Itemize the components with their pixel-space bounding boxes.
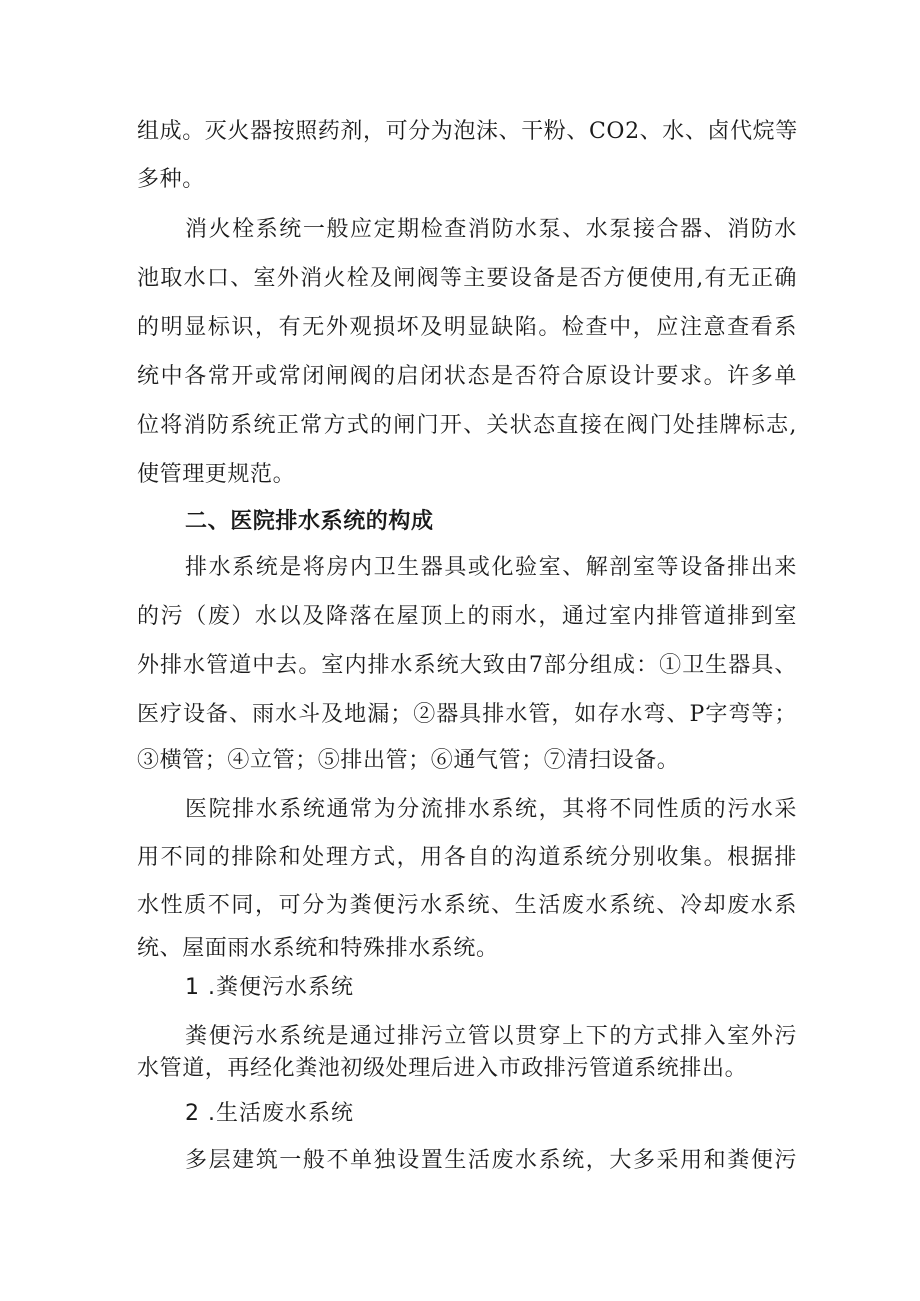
paragraph-line: 水性质不同，可分为粪便污水系统、生活废水系统、冷却废水系 — [137, 893, 797, 918]
paragraph-line: 统中各常开或常闭闸阀的启闭状态是否符合原设计要求。许多单 — [137, 364, 797, 389]
paragraph-line: 池取水口、室外消火栓及闸阀等主要设备是否方便使用,有无正确 — [137, 266, 797, 291]
subsection-heading: 2 .生活废水系统 — [185, 1101, 354, 1126]
paragraph-line: 水管道，再经化粪池初级处理后进入市政排污管道系统排出。 — [137, 1056, 748, 1081]
paragraph-line: 的明显标识，有无外观损坏及明显缺陷。检查中，应注意查看系 — [137, 315, 797, 340]
paragraph-line: 多种。 — [137, 167, 205, 192]
paragraph-line: ③横管；④立管；⑤排出管；⑥通气管；⑦清扫设备。 — [137, 748, 680, 773]
subsection-heading: 1 .粪便污水系统 — [185, 975, 354, 1000]
paragraph-line: 排水系统是将房内卫生器具或化验室、解剖室等设备排出来 — [185, 555, 797, 580]
paragraph-line: 消火栓系统一般应定期检查消防水泵、水泵接合器、消防水 — [185, 217, 797, 242]
paragraph-line: 组成。灭火器按照药剂，可分为泡沫、干粉、CO2、水、卤代烷等 — [137, 119, 798, 144]
paragraph-line: 粪便污水系统是通过排污立管以贯穿上下的方式排入室外污 — [185, 1024, 797, 1049]
paragraph-line: 医院排水系统通常为分流排水系统，其将不同性质的污水采 — [185, 797, 797, 822]
paragraph-line: 用不同的排除和处理方式，用各自的沟道系统分别收集。根据排 — [137, 845, 797, 870]
section-heading: 二、医院排水系统的构成 — [185, 509, 434, 534]
paragraph-line: 位将消防系统正常方式的闸门开、关状态直接在阀门处挂牌标志, — [137, 413, 797, 438]
paragraph-line: 统、屋面雨水系统和特殊排水系统。 — [137, 936, 499, 961]
paragraph-line: 外排水管道中去。室内排水系统大致由7部分组成：①卫生器具、 — [137, 653, 797, 678]
paragraph-line: 医疗设备、雨水斗及地漏；②器具排水管，如存水弯、P字弯等； — [137, 702, 797, 727]
paragraph-line: 多层建筑一般不单独设置生活废水系统，大多采用和粪便污 — [185, 1148, 797, 1173]
paragraph-line: 的污（废）水以及降落在屋顶上的雨水，通过室内排管道排到室 — [137, 604, 797, 629]
paragraph-line: 使管理更规范。 — [137, 462, 296, 487]
